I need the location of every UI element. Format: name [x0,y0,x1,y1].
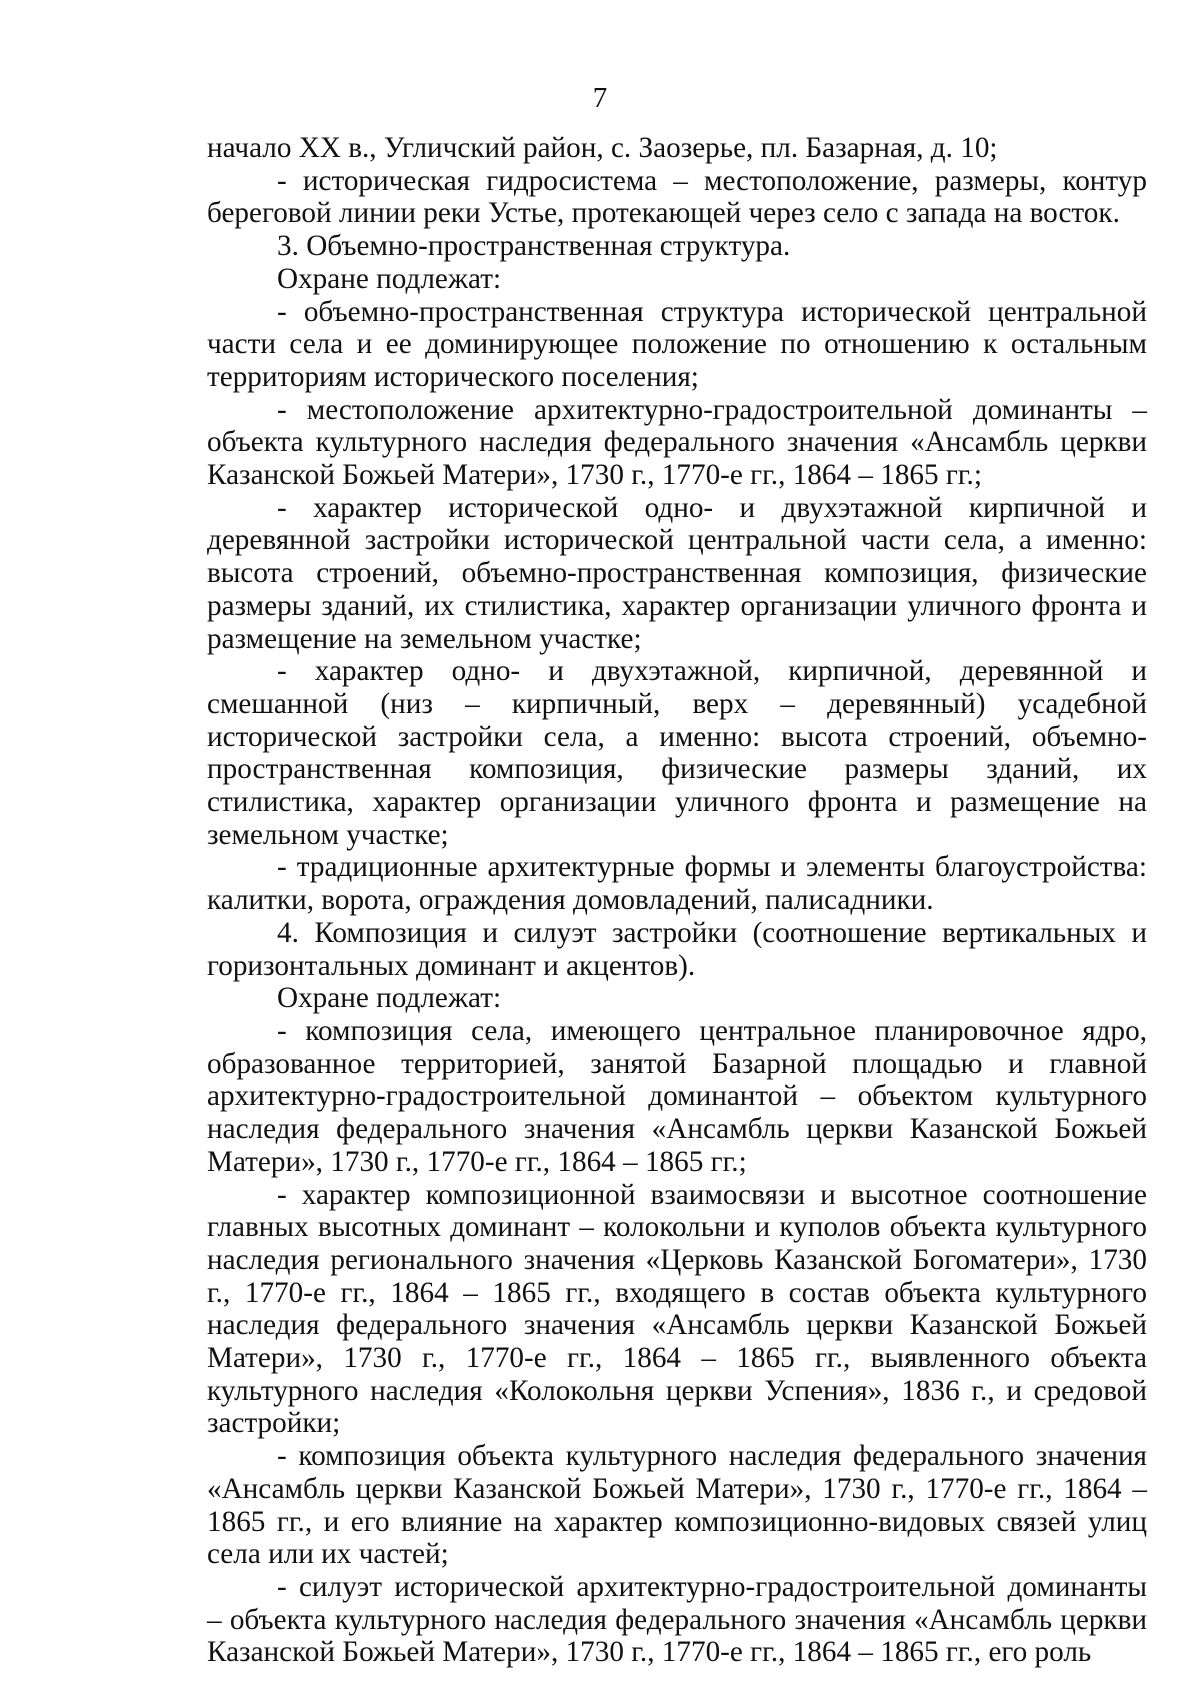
paragraph: - объемно-пространственная структура исторической центральной части села и ее доминирующее положение по отношению к остальным территориям исторического поселения; [207,295,1147,393]
paragraph: 4. Композиция и силуэт застройки (соотношение вертикальных и горизонтальных доминант и акцентов). [207,916,1147,982]
paragraph: начало XX в., Угличский район, с. Заозерье, пл. Базарная, д. 10; [207,132,998,164]
document-body [207,132,1147,1669]
paragraph: - местоположение архитектурно-градостроительной доминанты – объекта культурного наследия федерального значения «Ансамбль церкви Казанской Божьей Матери», 1730 г., 1770-е гг., 1864 – 1865 гг.; [207,393,1147,492]
paragraph: - силуэт исторической архитектурно-градостроительной доминанты – объекта культурного наследия федерального значения «Ансамбль церкви Казанской Божьей Матери», 1730 г., 1770-е гг., 1864 – 1865 гг., его роль [207,1570,1147,1669]
paragraph: Охране подлежат: [277,982,502,1015]
paragraph: - характер исторической одно- и двухэтажной кирпичной и деревянной застройки исторической центральной части села, а именно: высота строений, объемно-пространственная композиция, физические размеры зданий, их стилистика, характер организации уличного фронта и размещение на земельном участке; [207,491,1147,655]
paragraph: 3. Объемно-пространственная структура. [277,230,791,263]
page-number: 7 [592,82,608,114]
paragraph: - композиция села, имеющего центральное планировочное ядро, образованное территорией, занятой Базарной площадью и главной архитектурно-градостроительной доминантой – объектом культурного наследия федерального значения «Ансамбль церкви Казанской Божьей Матери», 1730 г., 1770-е гг., 1864 – 1865 гг.; [207,1014,1147,1178]
paragraph: - историческая гидросистема – местоположение, размеры, контур береговой линии реки Устье, протекающей через село с запада на восток. [207,164,1147,230]
paragraph: - традиционные архитектурные формы и элементы благоустройства: калитки, ворота, ограждения домовладений, палисадники. [207,851,1147,917]
paragraph: - характер одно- и двухэтажной, кирпичной, деревянной и смешанной (низ – кирпичный, верх – деревянный) усадебной исторической застройки села, а именно: высота строений, объемно-пространственная композиция, физические размеры зданий, их стилистика, характер организации уличного фронта и размещение на земельном участке; [207,655,1147,851]
paragraph: - характер композиционной взаимосвязи и высотное соотношение главных высотных доминант – колокольни и куполов объекта культурного наследия регионального значения «Церковь Казанской Богоматери», 1730 г., 1770-е гг., 1864 – 1865 гг., входящего в состав объекта культурного наследия федерального значения «Ансамбль церкви Казанской Божьей Матери», 1730 г., 1770-е гг., 1864 – 1865 гг., выявленного объекта культурного наследия «Колокольня церкви Успения», 1836 г., и средовой застройки; [207,1178,1147,1440]
paragraph: - композиция объекта культурного наследия федерального значения «Ансамбль церкви Казанской Божьей Матери», 1730 г., 1770-е гг., 1864 – 1865 гг., и его влияние на характер композиционно-видовых связей улиц села или их частей; [207,1440,1147,1571]
paragraph: Охране подлежат: [277,262,502,295]
